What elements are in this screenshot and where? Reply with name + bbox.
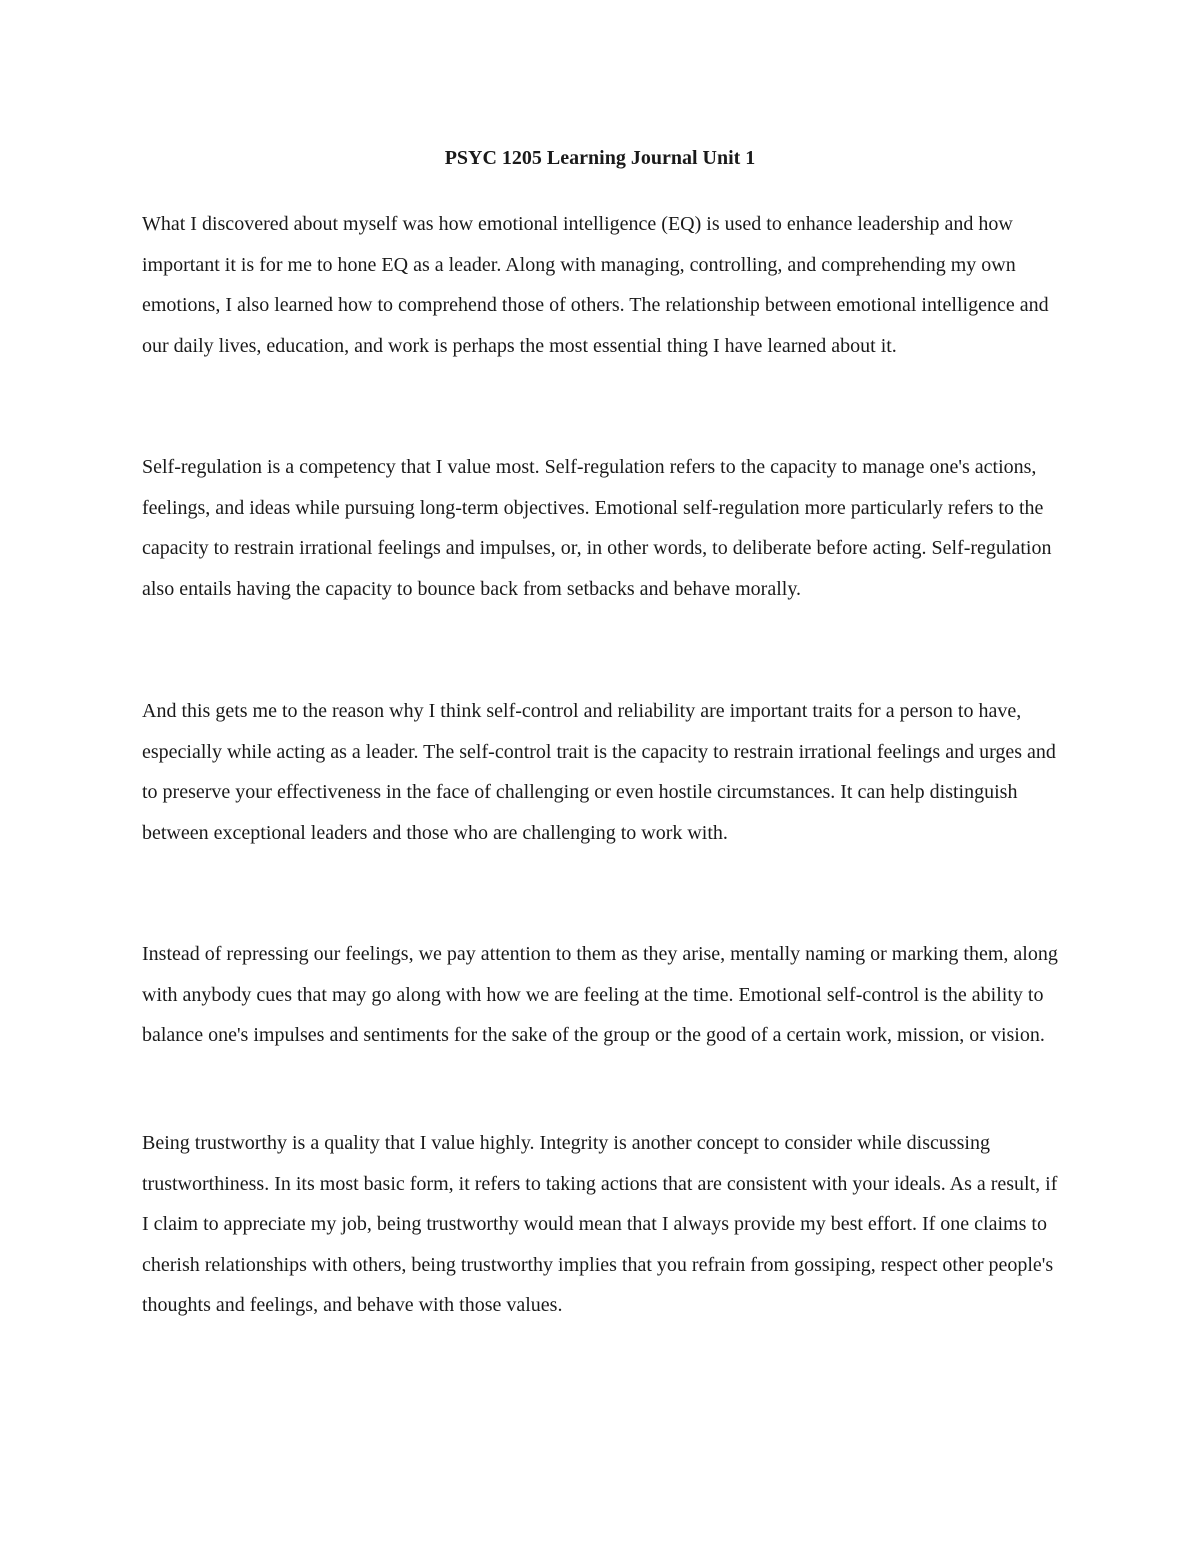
paragraph-self-control: And this gets me to the reason why I think self-control and reliability are important traits for a person to have, especially while acting as a leader. The self-control trait is the capacity to restrain irrational feelings and urges and to preserve your effectiveness in the face of challenging or even hostile circumstances. It can help distinguish between exceptional leaders and those who are challenging to work with. — [142, 700, 1056, 844]
paragraph-feelings: Instead of repressing our feelings, we pay attention to them as they arise, mentally naming or marking them, along with anybody cues that may go along with how we are feeling at the time. Emotional self-control is the ability to balance one's impulses and sentiments for the sake of the group or the good of a certain work, mission, or vision. — [142, 943, 1058, 1047]
document-title: PSYC 1205 Learning Journal Unit 1 — [444, 147, 756, 169]
paragraph-trustworthiness: Being trustworthy is a quality that I value highly. Integrity is another concept to consider while discussing trustworthiness. In its most basic form, it refers to taking actions that are consistent with your ideals. As a result, if I claim to appreciate my job, being trustworthy would mean that I always provide my best effort. If one claims to cherish relationships with others, being trustworthy implies that you refrain from gossiping, respect other people's thoughts and feelings, and behave with those values. — [142, 1132, 1058, 1317]
paragraph-self-discovery: What I discovered about myself was how emotional intelligence (EQ) is used to enhance leadership and how important it is for me to hone EQ as a leader. Along with managing, controlling, and comprehending my own emotions, I also learned how to comprehend those of others. The relationship between emotional intelligence and our daily lives, education, and work is perhaps the most essential thing I have learned about it. — [142, 213, 1049, 357]
paragraph-self-regulation: Self-regulation is a competency that I value most. Self-regulation refers to the capacity to manage one's actions, feelings, and ideas while pursuing long-term objectives. Emotional self-regulation more particularly refers to the capacity to restrain irrational feelings and impulses, or, in other words, to deliberate before acting. Self-regulation also entails having the capacity to bounce back from setbacks and behave morally. — [142, 456, 1052, 600]
